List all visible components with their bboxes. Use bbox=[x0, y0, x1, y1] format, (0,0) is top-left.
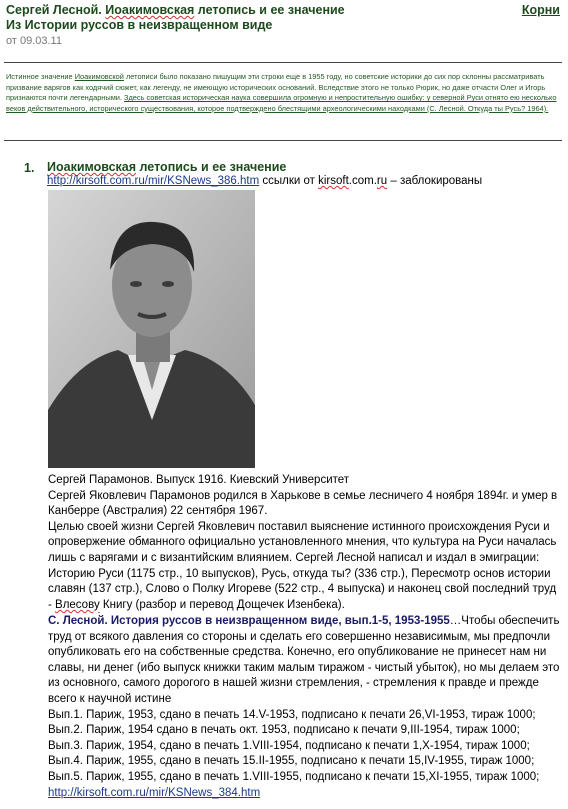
article-subtitle: Из Истории руссов в неизвращенном виде bbox=[6, 18, 273, 32]
issue-line: Вып.2. Париж, 1954 сдано в печать окт. 1953, подписано к печати 9,III-1954, тираж 1000; bbox=[48, 724, 520, 737]
bio-block bbox=[48, 473, 560, 613]
issue-line: Вып.1. Париж, 1953, сдано в печать 14.V-1953, подписано к печати 26,VI-1953, тираж 1000; bbox=[48, 708, 536, 721]
history-paragraph: С. Лесной. История руссов в неизвращенном виде, вып.1-5, 1953-1955…Чтобы обеспечить труд от всякого давления со стороны и сделать его совершенно независимым, мы предпочли опубликовать его на собственные средства. Конечно, его опубликование не принесет нам ни славы, ни денег (ибо выпуск книжки таким малым тиражом - чистый убыток), но мы делаем это из основного, самого дорогого в нашей жизни стремления, - стремления к правде и прежде всего к научной истине bbox=[48, 615, 560, 705]
portrait-photo bbox=[48, 190, 255, 468]
korni-link[interactable]: Корни bbox=[521, 3, 560, 17]
divider-top bbox=[4, 62, 562, 63]
portrait-image bbox=[48, 190, 255, 468]
link-line: http://kirsoft.com.ru/mir/KSNews_386.htm ссылки от kirsoft.com.ru – заблокированы bbox=[47, 175, 483, 187]
bio-works: Целью своей жизни Сергей Яковлевич поставил выяснение истинного происхождения Руси и опровержение обманного официально установленного мнения, что культура на Руси началась лишь с варягами и с византийским влиянием. Сергей Лесной написал и издал в эмиграции: Историю Руси (1175 стр., 10 выпусков), Русь, откуда ты? (336 стр.), Пересмотр основ истории славян (137 стр.), Слово о Полку Игореве (522 стр., 4 выпуска) и наконец свой последний труд - Влесову Книгу (разбор и перевод Дощечек Изенбека). bbox=[48, 520, 557, 611]
list-item-number: 1. bbox=[24, 161, 35, 175]
intro-link[interactable]: Иоакимовской bbox=[74, 72, 124, 81]
kirsoft-link-384[interactable]: http://kirsoft.com.ru/mir/KSNews_384.htm bbox=[48, 786, 261, 799]
issue-line: Вып.4. Париж, 1955, сдано в печать 15.II-1955, подписано к печати 15,IV-1955, тираж 1000; bbox=[48, 755, 535, 768]
history-heading: С. Лесной. История руссов в неизвращенном виде, вып.1-5, 1953-1955 bbox=[48, 615, 450, 627]
publish-date: от 09.03.11 bbox=[6, 35, 62, 47]
issue-line: Вып.5. Париж, 1955, сдано в печать 1.VIII-1955, подписано к печати 15,XI-1955, тираж 1000; bbox=[48, 770, 540, 783]
kirsoft-link-386[interactable]: http://kirsoft.com.ru/mir/KSNews_386.htm bbox=[47, 175, 260, 187]
list-item-title: Иоакимовская летопись и ее значение bbox=[47, 160, 287, 174]
issue-line: Вып.3. Париж, 1954, сдано в печать 1.VIII-1954, подписано к печати 1,X-1954, тираж 1000; bbox=[48, 739, 530, 752]
page-header bbox=[6, 3, 562, 48]
article-title: Сергей Лесной. Иоакимовская летопись и ее значение bbox=[6, 3, 345, 17]
intro-underlined-quote: Здесь советская историческая наука совершила огромную и непростительную ошибку: у северной Руси отнято ею несколько веков действительного, исторического существования, которое подтверждено блестящими археологическими находками (С. Лесной. Откуда ты Русь? 1964). bbox=[6, 93, 557, 113]
intro-paragraph: Истинное значение Иоакимовской летописи было показано пишущим эти строки еще в 1955 году, но советские историки до сих пор склонны рассматривать призвание варягов как ходячий сюжет, как легенду, не имеющую исторических оснований. Вследствие этого не только Рюрик, но даже отчасти Олег и Игорь признаются почти легендарными. Здесь советская историческая наука совершила огромную и непростительную ошибку: у северной Руси отнято ею несколько веков действительного, исторического существования, которое подтверждено блестящими археологическими находками (С. Лесной. Откуда ты Русь? 1964). bbox=[6, 72, 557, 113]
photo-caption: Сергей Парамонов. Выпуск 1916. Киевский Университет bbox=[48, 474, 350, 486]
divider-bottom bbox=[4, 140, 562, 141]
history-block bbox=[48, 614, 560, 801]
bio-birth: Сергей Яковлевич Парамонов родился в Харькове в семье лесничего 4 ноября 1894г. и умер в Канберре (Австралия) 22 сентября 1967. bbox=[48, 489, 558, 518]
